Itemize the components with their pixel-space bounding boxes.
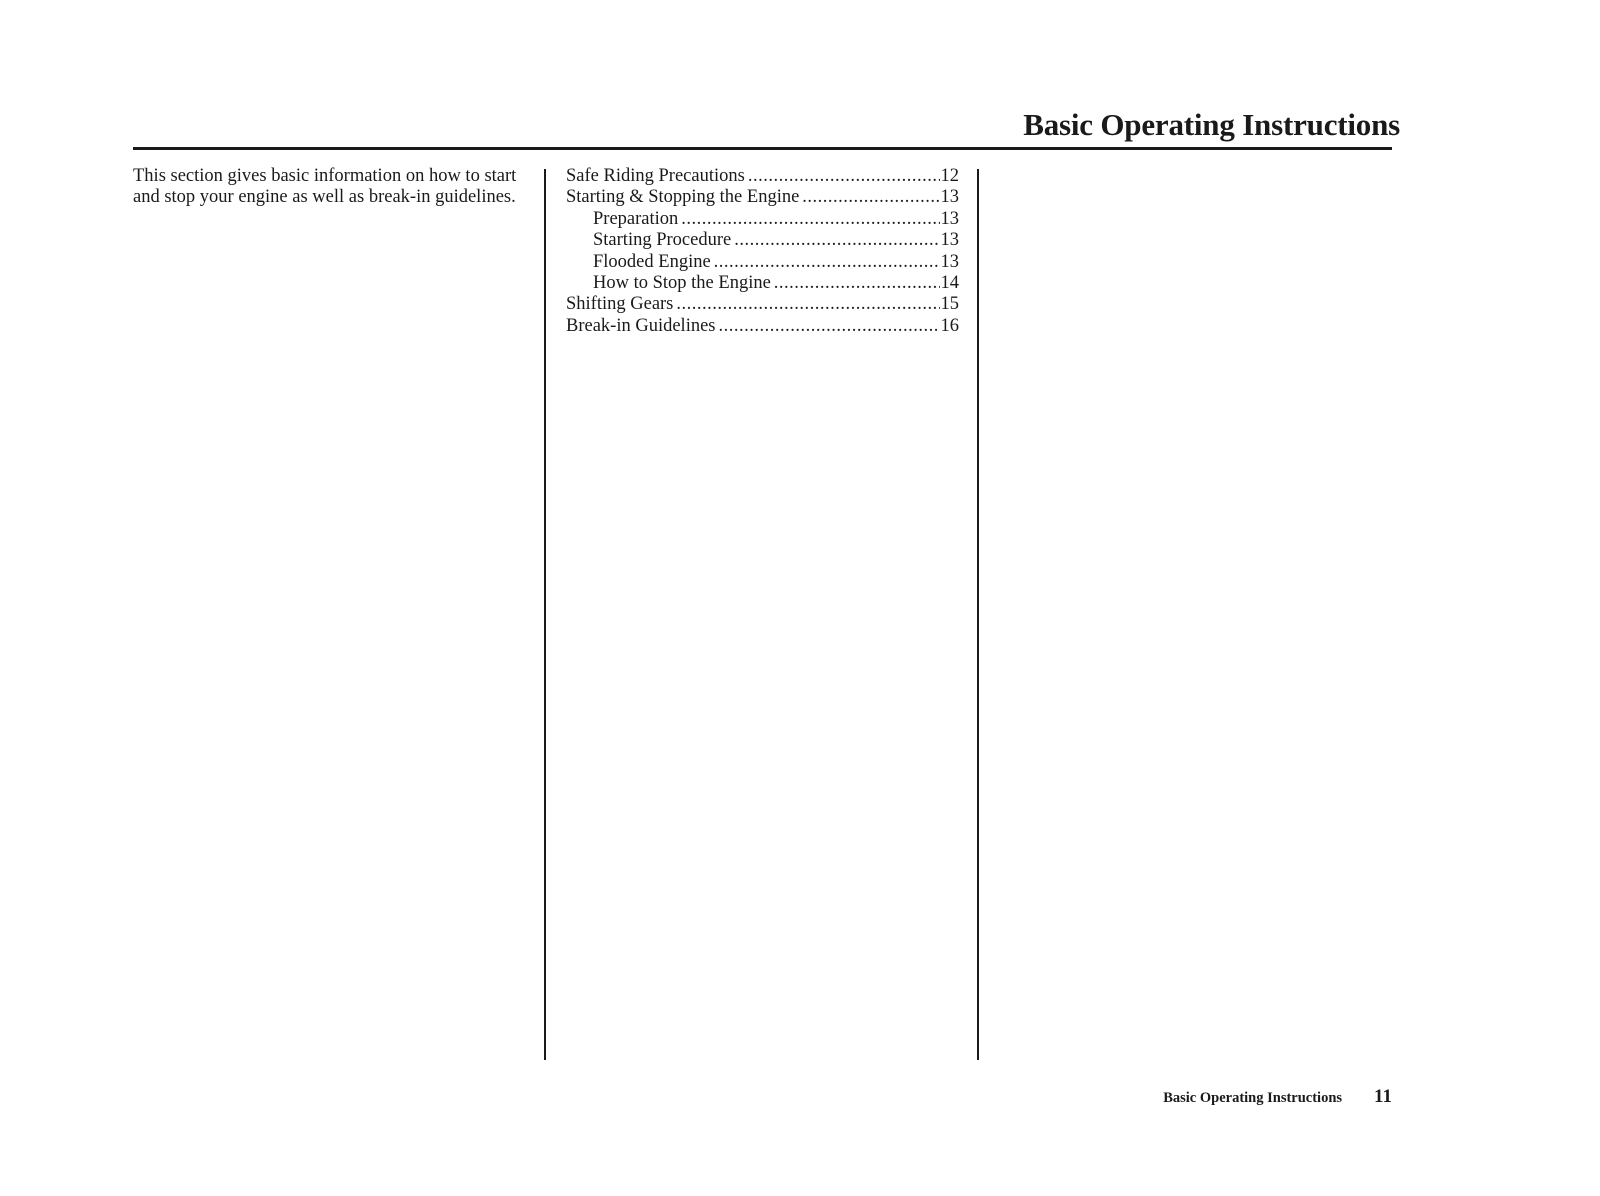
toc-item-label: Starting & Stopping the Engine	[566, 187, 800, 208]
toc-item-break-in-guidelines[interactable]	[566, 316, 959, 337]
column-divider-left	[544, 169, 546, 1060]
toc-leader-dots	[734, 230, 939, 251]
toc-item-shifting-gears[interactable]	[566, 294, 959, 315]
toc-item-label: Starting Procedure	[593, 230, 732, 251]
toc-item-label: Preparation	[593, 208, 679, 229]
toc-item-page: 15	[940, 294, 959, 315]
toc-leader-dots	[774, 273, 940, 294]
toc-item-starting-stopping-engine[interactable]	[566, 187, 959, 208]
toc-item-page: 12	[940, 166, 959, 186]
toc-item-how-to-stop-engine[interactable]	[566, 273, 959, 294]
toc-item-label: Flooded Engine	[593, 251, 711, 272]
toc-item-page: 13	[940, 230, 959, 251]
toc-item-starting-procedure[interactable]	[566, 230, 959, 251]
toc-leader-dots	[681, 209, 939, 230]
toc-item-page: 13	[940, 187, 959, 208]
toc-item-page: 13	[940, 208, 959, 229]
page-title: Basic Operating Instructions	[1023, 107, 1400, 142]
toc-item-page: 14	[940, 273, 959, 294]
toc-item-label: Shifting Gears	[566, 294, 674, 315]
toc-item-page: 16	[940, 315, 959, 336]
toc-leader-dots	[802, 187, 939, 208]
page-number: 11	[1374, 1086, 1392, 1107]
toc-item-label: How to Stop the Engine	[593, 273, 771, 294]
table-of-contents	[566, 166, 959, 337]
toc-item-label: Break-in Guidelines	[566, 315, 716, 336]
toc-item-label: Safe Riding Precautions	[566, 166, 745, 186]
title-rule	[133, 147, 1392, 150]
toc-leader-dots	[714, 252, 940, 273]
intro-paragraph: This section gives basic information on how to start and stop your engine as well as break-in guidelines.	[133, 166, 517, 208]
page-footer	[1163, 1086, 1392, 1108]
toc-leader-dots	[676, 294, 939, 315]
toc-leader-dots	[719, 316, 940, 337]
toc-item-page: 13	[940, 251, 959, 272]
footer-section-title: Basic Operating Instructions	[1163, 1090, 1343, 1106]
toc-item-safe-riding-precautions[interactable]	[566, 166, 959, 187]
toc-item-flooded-engine[interactable]	[566, 252, 959, 273]
toc-leader-dots	[748, 166, 940, 187]
toc-item-preparation[interactable]	[566, 209, 959, 230]
column-divider-right	[977, 169, 979, 1060]
